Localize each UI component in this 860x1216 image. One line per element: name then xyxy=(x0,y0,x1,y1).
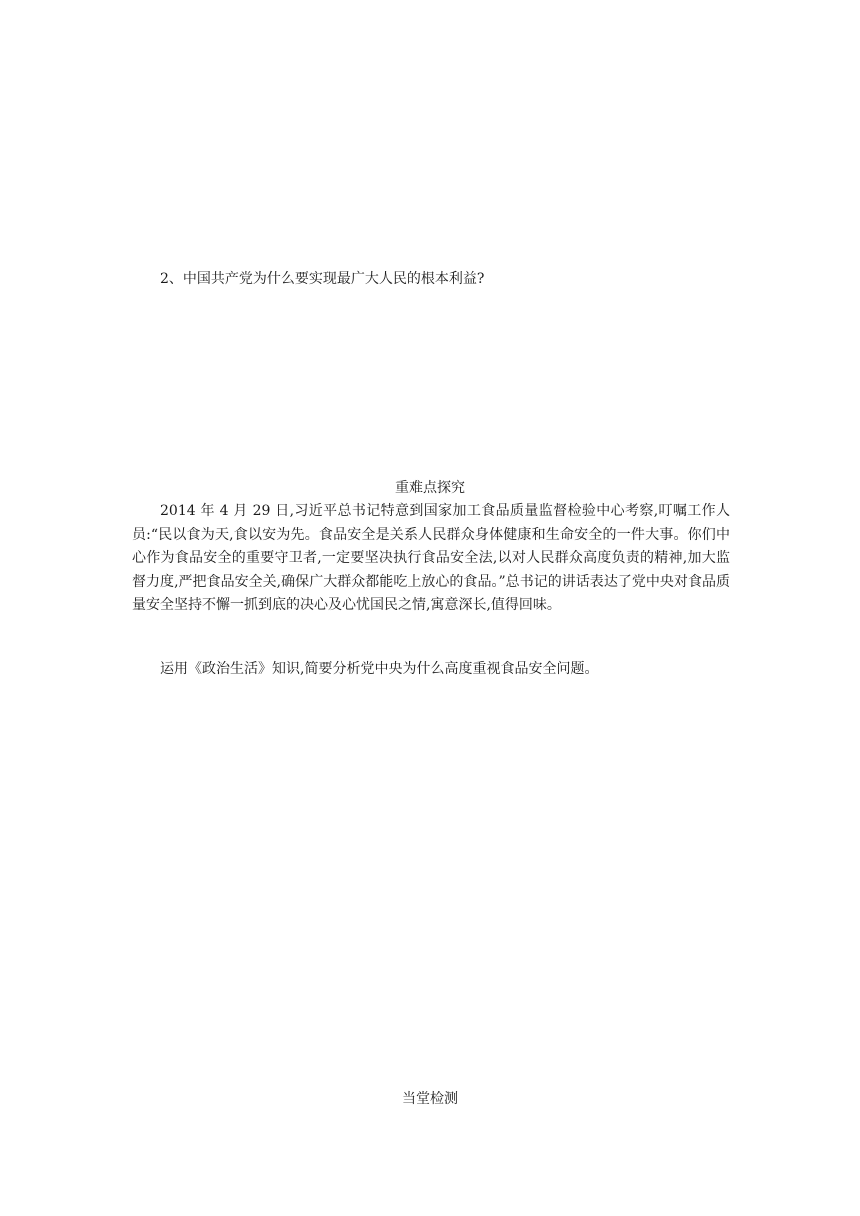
question-2: 2、中国共产党为什么要实现最广大人民的根本利益? xyxy=(160,271,485,287)
section-heading-test: 当堂检测 xyxy=(402,1091,458,1107)
analysis-task: 运用《政治生活》知识,简要分析党中央为什么高度重视食品安全问题。 xyxy=(160,661,599,677)
case-passage: 2014 年 4 月 29 日,习近平总书记特意到国家加工食品质量监督检验中心考察,叮嘱工作人员:“民以食为天,食以安为先。食品安全是关系人民群众身体健康和生命安全的一件大事。你们中心作为食品安全的重要守卫者,一定要坚决执行食品安全法,以对人民群众高度负责的精神,加大监督力度,严把食品安全关,确保广大群众都能吃上放心的食品。”总书记的讲话表达了党中央对食品质量安全坚持不懈一抓到底的决心及心忧国民之情,寓意深长,值得回味。 xyxy=(132,503,730,613)
section-heading-explore: 重难点探究 xyxy=(395,480,465,496)
